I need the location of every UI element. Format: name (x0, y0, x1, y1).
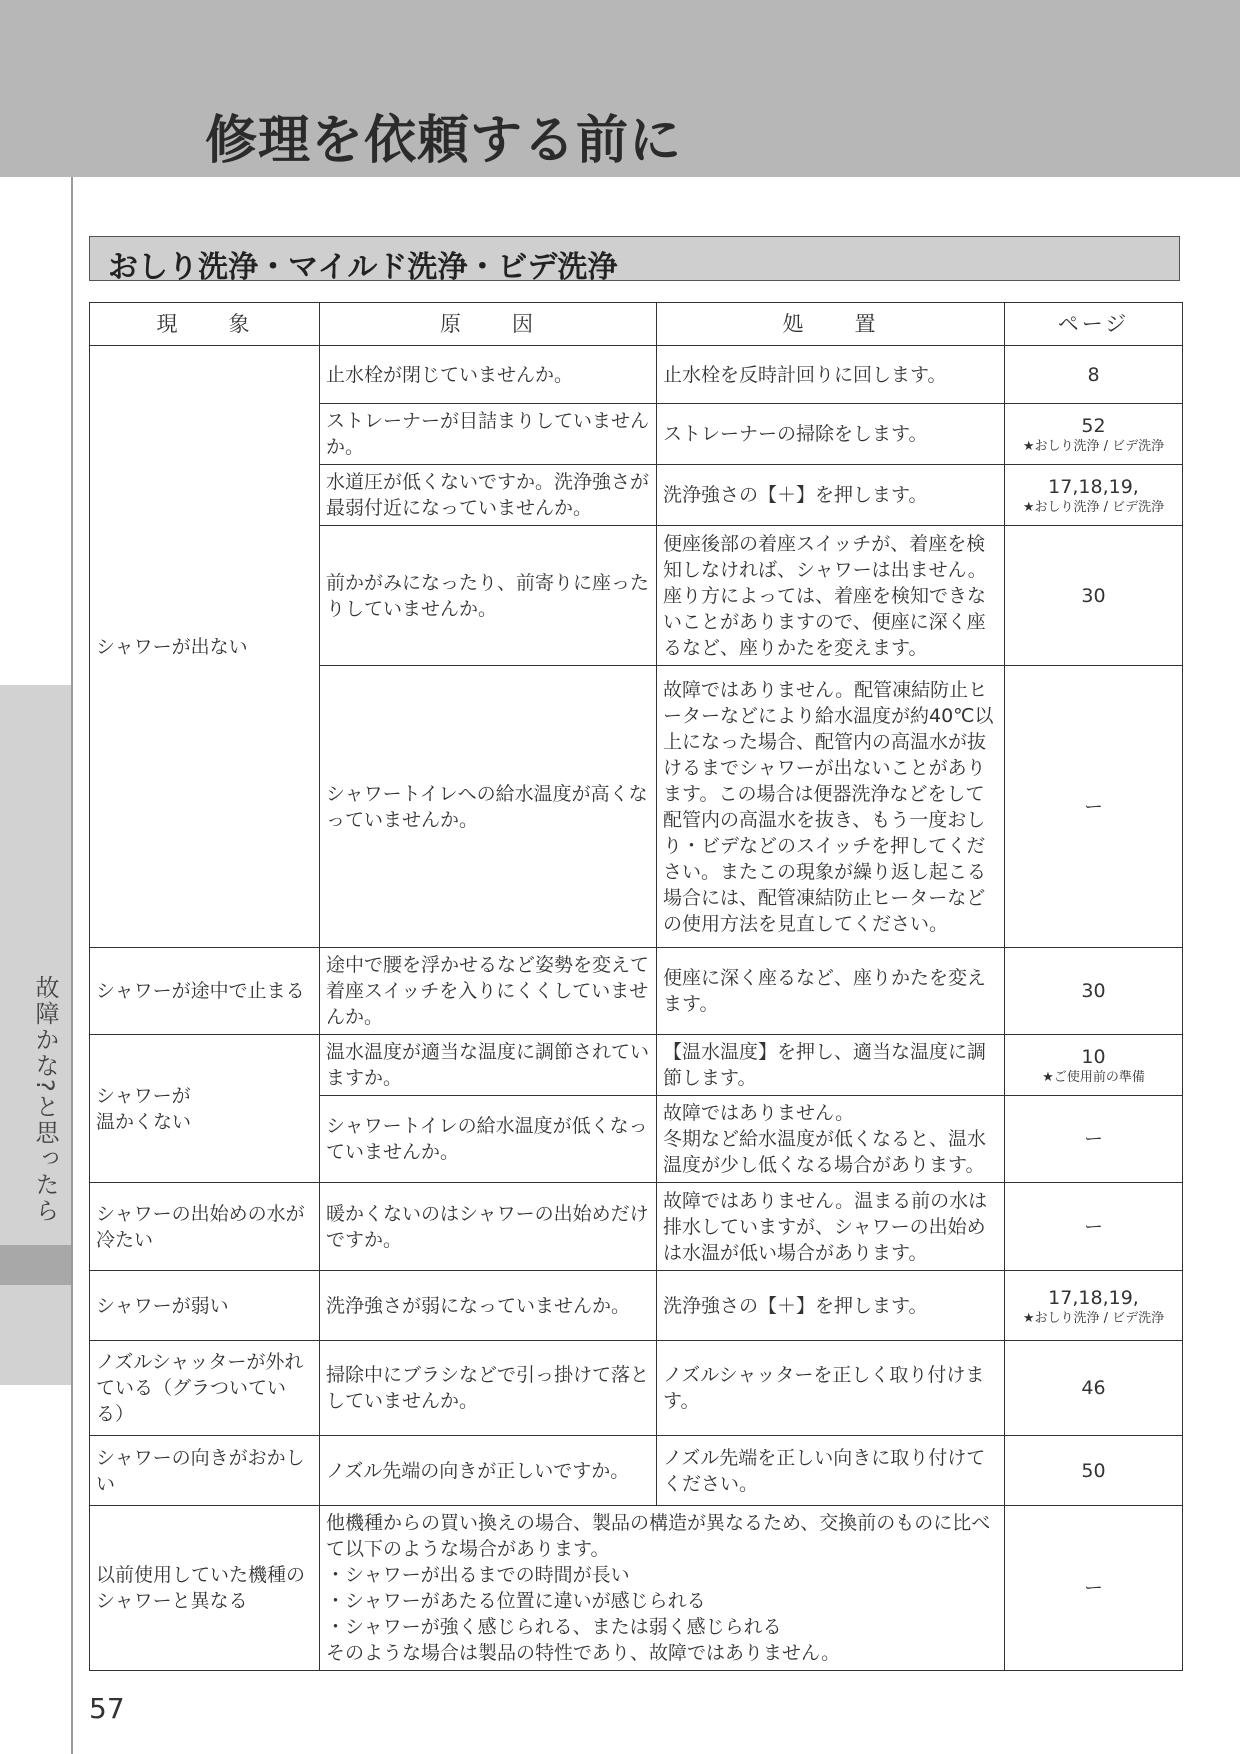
symptom-cell: ノズルシャッターが外れている（グラついている） (90, 1341, 320, 1436)
left-margin-rule (71, 177, 73, 1754)
page-ref-cell (1005, 465, 1183, 526)
remedy-cell: 洗浄強さの【＋】を押します。 (657, 1271, 1005, 1341)
remedy-cell: ノズルシャッターを正しく取り付けます。 (657, 1341, 1005, 1436)
side-tab-label: 故障かな?と思ったら (31, 975, 59, 1224)
page-ref: 50 (1081, 1459, 1106, 1482)
page-ref: 46 (1081, 1377, 1106, 1399)
page-ref: ー (1083, 1128, 1103, 1150)
remedy-cell: ノズル先端を正しい向きに取り付けてください。 (657, 1436, 1005, 1506)
cause-cell: ノズル先端の向きが正しいですか。 (320, 1436, 657, 1506)
table-body (90, 346, 1183, 1671)
cause-cell: シャワートイレの給水温度が低くなっていませんか。 (320, 1096, 657, 1183)
page-ref: 30 (1081, 584, 1106, 607)
page-ref: 8 (1087, 363, 1100, 386)
page-title: 修理を依頼する前に (205, 111, 683, 171)
remedy-cell: 故障ではありません。 冬期など給水温度が低くなると、温水温度が少し低くなる場合があります。 (657, 1096, 1005, 1183)
page-ref-cell (1005, 1271, 1183, 1341)
table-row (90, 1183, 1183, 1271)
symptom-cell: シャワーの出始めの水が冷たい (90, 1183, 320, 1271)
cause-cell: 暖かくないのはシャワーの出始めだけですか。 (320, 1183, 657, 1271)
page-ref-cell (1005, 1506, 1183, 1671)
page-ref: 10 (1081, 1046, 1106, 1068)
table-row (90, 1506, 1183, 1671)
side-index-tab-marker (0, 1245, 71, 1285)
remedy-cell: 【温水温度】を押し、適当な温度に調節します。 (657, 1035, 1005, 1096)
table-row (90, 1271, 1183, 1341)
page-number: 57 (89, 1692, 125, 1725)
remedy-cell: 便座後部の着座スイッチが、着座を検知しなければ、シャワーは出ません。座り方によっては、着座を検知できないことがありますので、便座に深く座るなど、座りかたを変えます。 (657, 526, 1005, 666)
page-ref: 52 (1081, 415, 1106, 437)
page-ref-cell (1005, 404, 1183, 465)
page-ref-cell (1005, 1341, 1183, 1436)
symptom-cell: シャワーが 温かくない (90, 1035, 320, 1183)
page-ref-cell (1005, 948, 1183, 1035)
page-ref: 17,18,19, (1048, 1286, 1139, 1309)
table-row (90, 1035, 1183, 1096)
troubleshooting-table (89, 302, 1183, 1671)
symptom-cell: シャワーが途中で止まる (90, 948, 320, 1035)
page-ref-note: ★ご使用前の準備 (1042, 1070, 1145, 1085)
remedy-cell: ストレーナーの掃除をします。 (657, 404, 1005, 465)
table-row (90, 346, 1183, 404)
column-header-page: ページ (1005, 303, 1183, 346)
page-ref-cell (1005, 666, 1183, 948)
page-ref: 30 (1081, 980, 1106, 1002)
remedy-cell: 便座に深く座るなど、座りかたを変えます。 (657, 948, 1005, 1035)
symptom-cell: 以前使用していた機種のシャワーと異なる (90, 1506, 320, 1671)
page-ref-cell (1005, 1436, 1183, 1506)
remedy-cell: 止水栓を反時計回りに回します。 (657, 346, 1005, 404)
cause-cell: 掃除中にブラシなどで引っ掛けて落としていませんか。 (320, 1341, 657, 1436)
remedy-cell: 故障ではありません。配管凍結防止ヒーターなどにより給水温度が約40℃以上になった場合、配管内の高温水が抜けるまでシャワーが出ないことがあります。この場合は便器洗浄などをして配管内の高温水を抜き、もう一度おしり・ビデなどのスイッチを押してください。またこの現象が繰り返し起こる場合には、配管凍結防止ヒーターなどの使用方法を見直してください。 (657, 666, 1005, 948)
page-ref: 17,18,19, (1048, 476, 1139, 498)
symptom-cell: シャワーが弱い (90, 1271, 320, 1341)
cause-cell: 温水温度が適当な温度に調節されていますか。 (320, 1035, 657, 1096)
cause-cell: 前かがみになったり、前寄りに座ったりしていませんか。 (320, 526, 657, 666)
page-ref-note: ★おしり洗浄 / ビデ洗浄 (1022, 439, 1165, 454)
page-ref: ー (1083, 1577, 1103, 1599)
table-header-row (90, 303, 1183, 346)
page-ref-note: ★おしり洗浄 / ビデ洗浄 (1022, 500, 1165, 515)
page-ref: ー (1083, 795, 1103, 818)
page-ref-cell (1005, 346, 1183, 404)
page-ref-cell (1005, 1183, 1183, 1271)
column-header-cause: 原 因 (320, 303, 657, 346)
cause-cell: 洗浄強さが弱になっていませんか。 (320, 1271, 657, 1341)
column-header-symptom: 現 象 (90, 303, 320, 346)
page-ref-cell (1005, 1096, 1183, 1183)
cause-cell: ストレーナーが目詰まりしていませんか。 (320, 404, 657, 465)
cause-cell: 水道圧が低くないですか。洗浄強さが最弱付近になっていませんか。 (320, 465, 657, 526)
symptom-cell: シャワーの向きがおかしい (90, 1436, 320, 1506)
column-header-remedy: 処 置 (657, 303, 1005, 346)
cause-cell: 途中で腰を浮かせるなど姿勢を変えて着座スイッチを入りにくくしていませんか。 (320, 948, 657, 1035)
page-ref: ー (1083, 1215, 1103, 1238)
section-title: おしり洗浄・マイルド洗浄・ビデ洗浄 (108, 250, 618, 285)
section-header (89, 236, 1180, 285)
note-cell: 他機種からの買い換えの場合、製品の構造が異なるため、交換前のものに比べて以下のような場合があります。 ・シャワーが出るまでの時間が長い ・シャワーがあたる位置に違いが感じられる ・シャワーが強く感じられる、または弱く感じられる そのような場合は製品の特性であり、故障ではありません。 (320, 1506, 1005, 1671)
table-row (90, 1341, 1183, 1436)
page-ref-cell (1005, 1035, 1183, 1096)
page-ref-note: ★おしり洗浄 / ビデ洗浄 (1022, 1310, 1165, 1326)
remedy-cell: 故障ではありません。温まる前の水は排水していますが、シャワーの出始めは水温が低い場合があります。 (657, 1183, 1005, 1271)
table-row (90, 948, 1183, 1035)
symptom-cell: シャワーが出ない (90, 346, 320, 948)
cause-cell: シャワートイレへの給水温度が高くなっていませんか。 (320, 666, 657, 948)
table-row (90, 1436, 1183, 1506)
page-ref-cell (1005, 526, 1183, 666)
remedy-cell: 洗浄強さの【＋】を押します。 (657, 465, 1005, 526)
cause-cell: 止水栓が閉じていませんか。 (320, 346, 657, 404)
